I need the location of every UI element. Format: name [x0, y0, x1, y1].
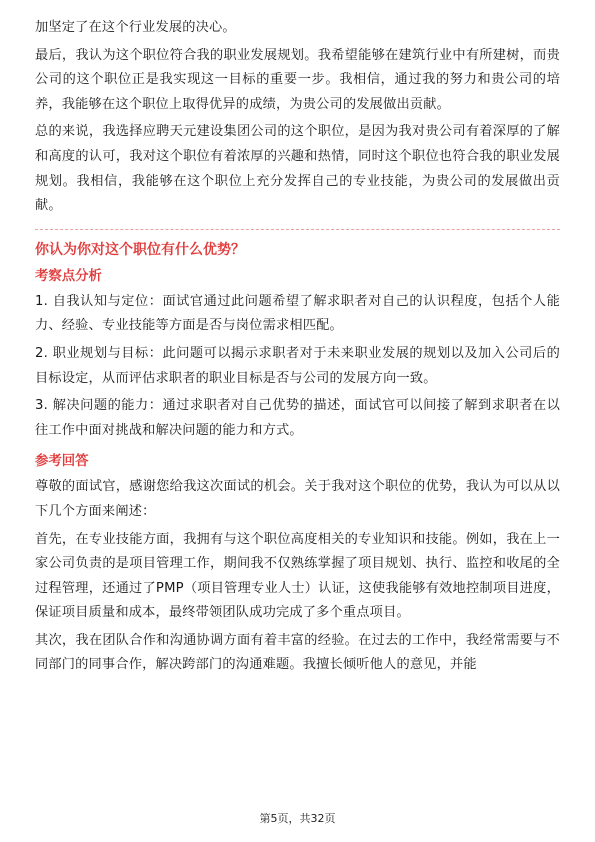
- question-title: 你认为你对这个职位有什么优势？: [35, 241, 245, 258]
- section-divider: [35, 229, 560, 230]
- analysis-item: 2. 职业规划与目标：此问题可以揭示求职者对于未来职业发展的规划以及加入公司后的目标设定，从而评估求职者的职业目标是否与公司的发展方向一致。: [35, 345, 560, 386]
- analysis-item: 1. 自我认知与定位：面试官通过此问题希望了解求职者对自己的认识程度，包括个人能力、经验、专业技能等方面是否与岗位需求相匹配。: [35, 293, 560, 334]
- analysis-item: 3. 解决问题的能力：通过求职者对自己优势的描述，面试官可以间接了解到求职者在以往工作中面对挑战和解决问题的能力和方式。: [35, 398, 560, 438]
- answer-heading: 参考回答: [35, 454, 89, 470]
- answer-paragraph: 首先，在专业技能方面，我拥有与这个职位高度相关的专业知识和技能。例如，我在上一家公司负责的是项目管理工作，期间我不仅熟练掌握了项目规划、执行、监控和收尾的全过程管理，还通过了PMP（项目管理专业人士）认证，这使我能够有效地控制项目进度，保证项目质量和成本，最终带领团队成功完成了多个重点项目。: [35, 531, 560, 621]
- analysis-heading: 考察点分析: [35, 268, 102, 284]
- intro-paragraph: 加坚定了在这个行业发展的决心。: [35, 20, 236, 35]
- answer-paragraph: 其次，我在团队合作和沟通协调方面有着丰富的经验。在过去的工作中，我经常需要与不同部门的同事合作，解决跨部门的沟通难题。我擅长倾听他人的意见，并能: [35, 632, 560, 673]
- answer-paragraph: 尊敬的面试官，感谢您给我这次面试的机会。关于我对这个职位的优势，我认为可以从以下几个方面来阐述：: [35, 479, 560, 519]
- page-number: 第5页，共32页: [259, 812, 336, 825]
- intro-paragraph: 总的来说，我选择应聘天元建设集团公司的这个职位，是因为我对贵公司有着深厚的了解和高度的认可，我对这个职位有着浓厚的兴趣和热情，同时这个职位也符合我的职业发展规划。我相信，我能够在这个职位上充分发挥自己的专业技能，为贵公司的发展做出贡献。: [35, 124, 560, 214]
- intro-paragraph: 最后，我认为这个职位符合我的职业发展规划。我希望能够在建筑行业中有所建树，而贵公司的这个职位正是我实现这一目标的重要一步。我相信，通过我的努力和贵公司的培养，我能够在这个职位上取得优异的成绩，为贵公司的发展做出贡献。: [35, 47, 560, 112]
- document-page: [35, 16, 560, 681]
